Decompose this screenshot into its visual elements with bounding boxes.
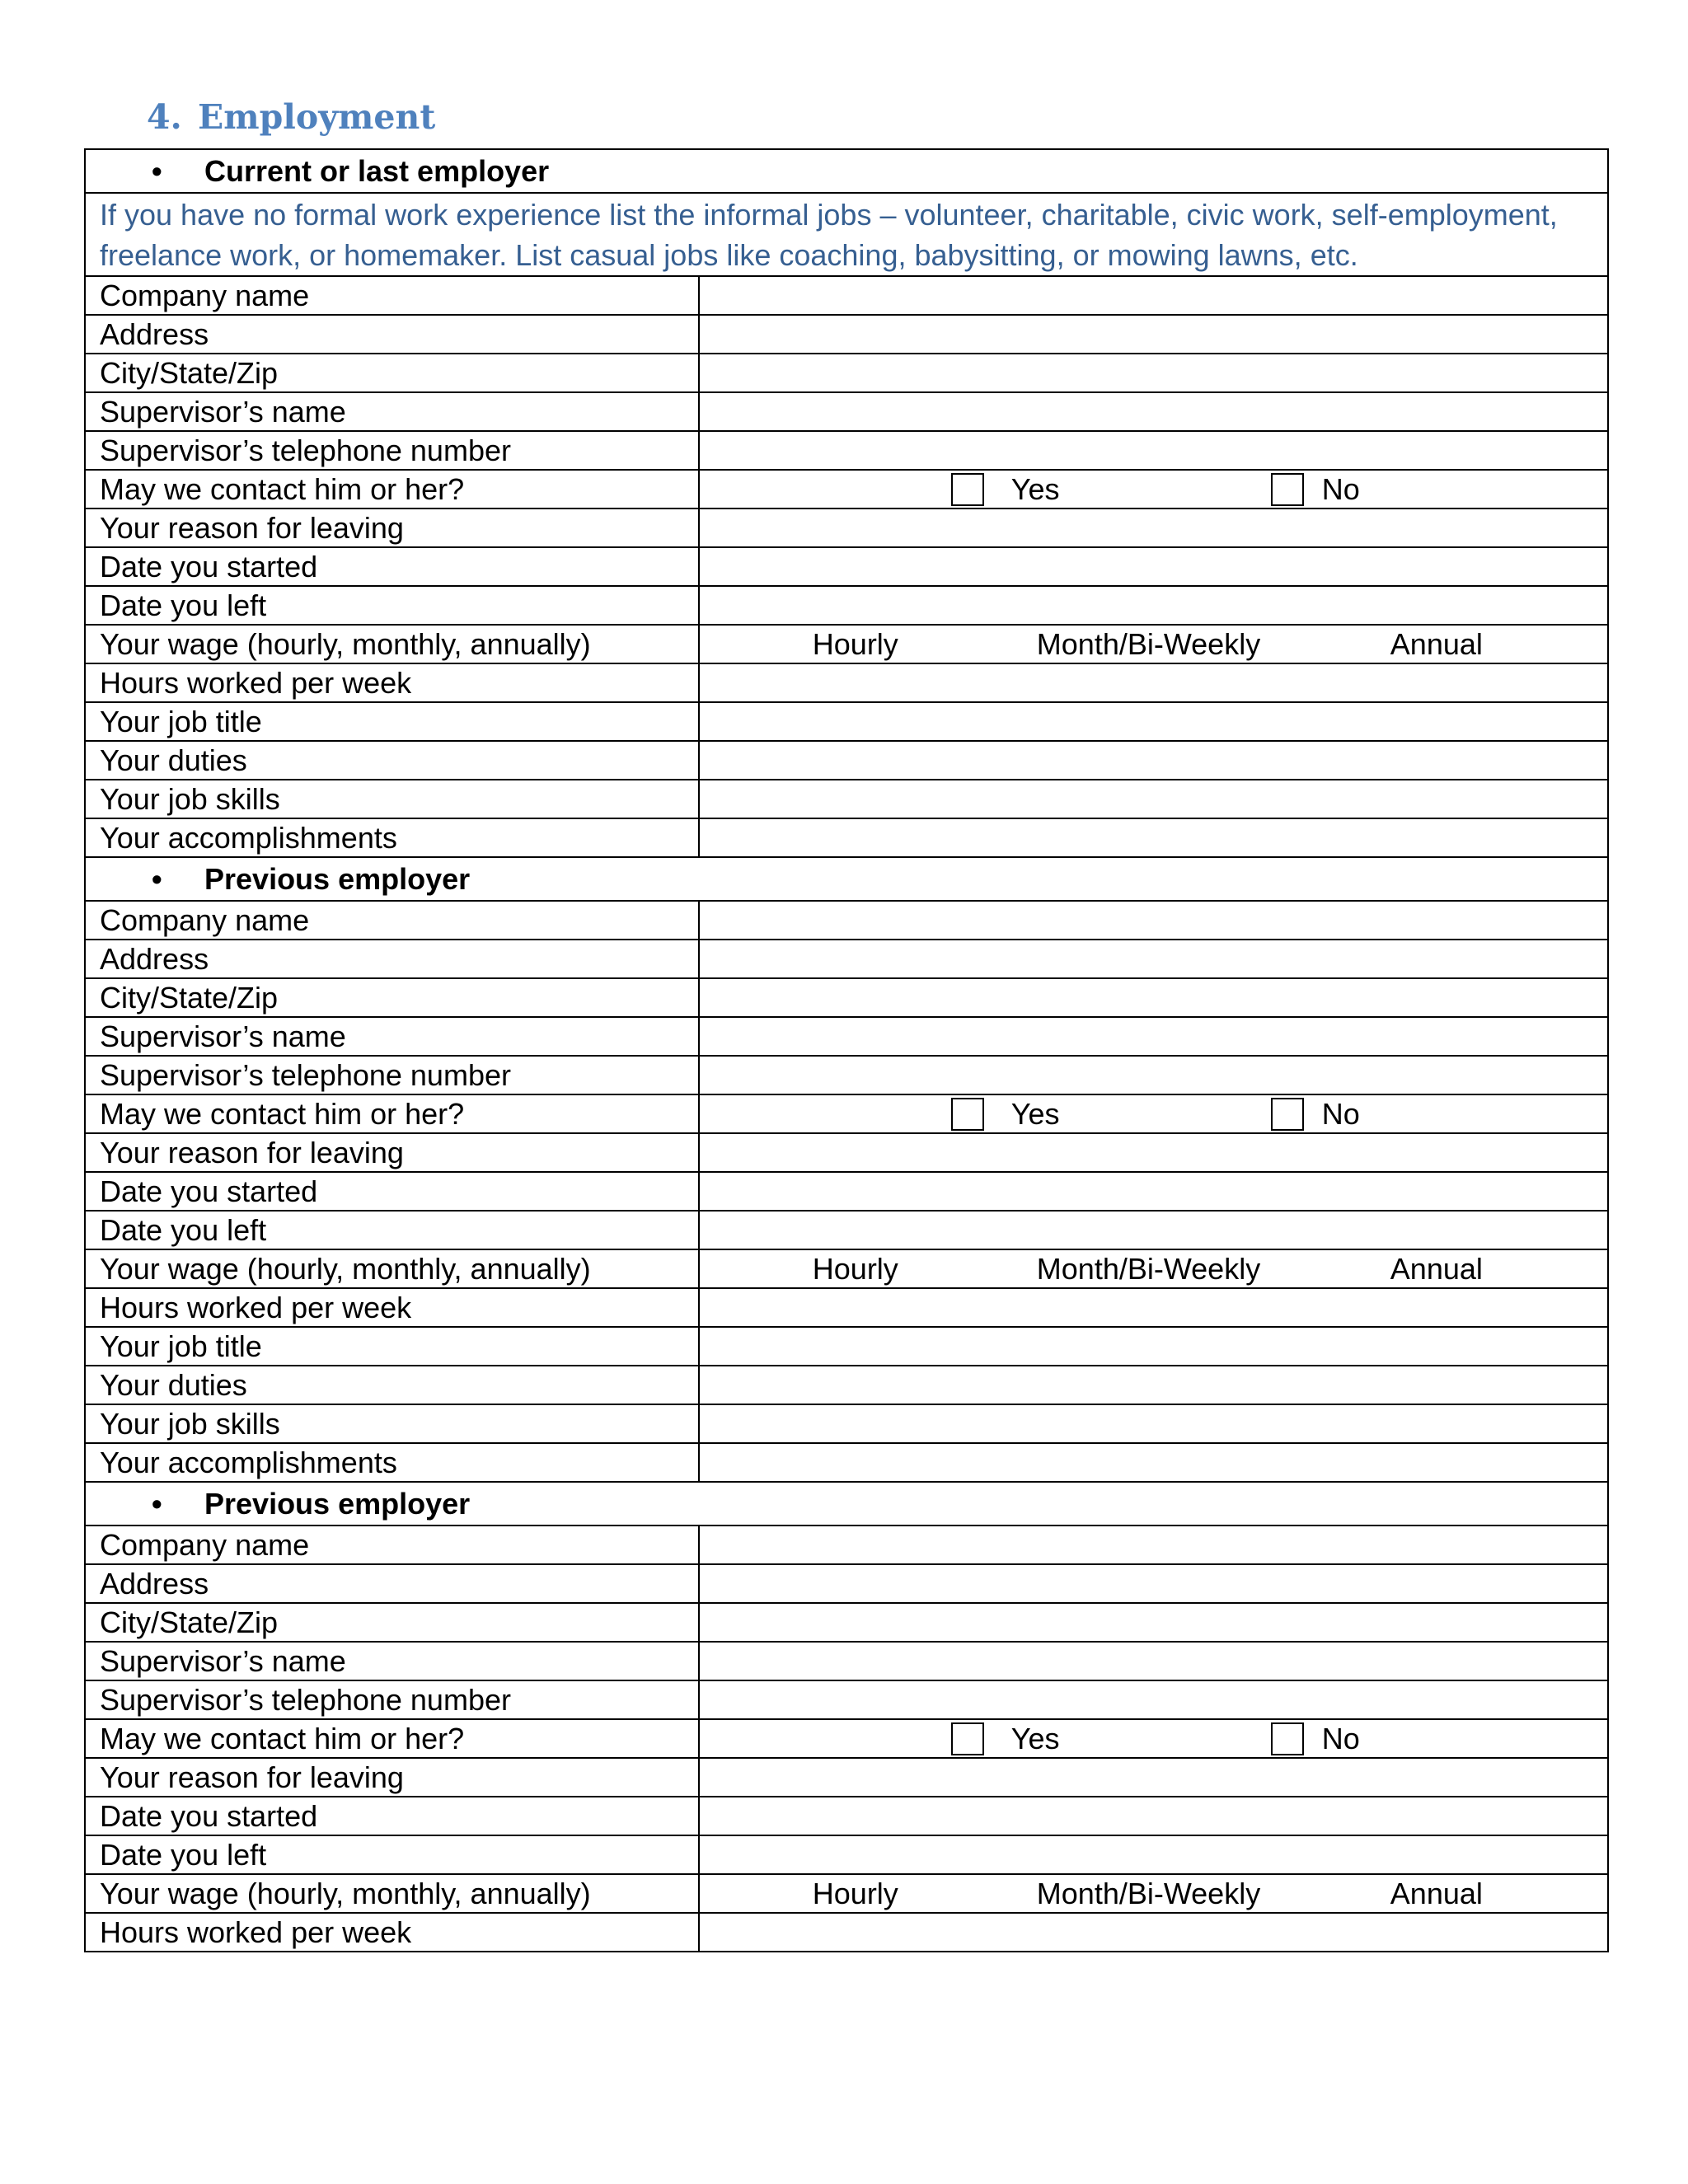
field-label-reason: Your reason for leaving	[85, 509, 699, 547]
field-label-left: Date you left	[85, 1835, 699, 1874]
form-row-contact	[85, 470, 1608, 509]
no-option-label: No	[1321, 1721, 1360, 1755]
form-row-company	[85, 276, 1608, 315]
form-row-accomplishments	[85, 1443, 1608, 1482]
form-row-company	[85, 901, 1608, 940]
field-label-company: Company name	[85, 1526, 699, 1564]
field-label-skills: Your job skills	[85, 780, 699, 818]
wage-annual-option[interactable]: Annual	[1390, 626, 1483, 661]
yes-checkbox[interactable]	[951, 1722, 984, 1755]
field-value-wage[interactable]	[699, 1249, 1608, 1288]
field-label-city: City/State/Zip	[85, 978, 699, 1017]
form-row-reason	[85, 509, 1608, 547]
field-value-supervisor[interactable]	[699, 392, 1608, 431]
form-row-reason	[85, 1133, 1608, 1172]
field-label-reason: Your reason for leaving	[85, 1758, 699, 1797]
field-label-accomplishments: Your accomplishments	[85, 1443, 699, 1482]
field-value-address[interactable]	[699, 1564, 1608, 1603]
wage-hourly-option[interactable]: Hourly	[812, 1251, 898, 1286]
field-label-supervisor: Supervisor’s name	[85, 1642, 699, 1680]
field-value-wage[interactable]	[699, 1874, 1608, 1913]
field-value-phone[interactable]	[699, 1056, 1608, 1094]
field-label-title: Your job title	[85, 702, 699, 741]
form-row-left	[85, 1835, 1608, 1874]
yes-option-label: Yes	[1010, 1096, 1060, 1131]
field-value-started[interactable]	[699, 1172, 1608, 1211]
field-value-company[interactable]	[699, 276, 1608, 315]
section-title: Current or last employer	[204, 153, 550, 188]
form-row-hours	[85, 1288, 1608, 1327]
field-value-company[interactable]	[699, 901, 1608, 940]
field-value-accomplishments[interactable]	[699, 1443, 1608, 1482]
field-label-accomplishments: Your accomplishments	[85, 818, 699, 857]
field-label-skills: Your job skills	[85, 1404, 699, 1443]
no-option-label: No	[1321, 1096, 1360, 1131]
field-value-hours[interactable]	[699, 1913, 1608, 1952]
form-row-skills	[85, 780, 1608, 818]
field-value-hours[interactable]	[699, 1288, 1608, 1327]
field-label-address: Address	[85, 315, 699, 354]
wage-monthly-option[interactable]: Month/Bi-Weekly	[1036, 1876, 1261, 1910]
section-title: Previous employer	[204, 1486, 471, 1521]
field-label-wage: Your wage (hourly, monthly, annually)	[85, 625, 699, 663]
field-label-duties: Your duties	[85, 1366, 699, 1404]
field-value-contact[interactable]	[699, 1094, 1608, 1133]
form-row-started	[85, 1797, 1608, 1835]
employer-section-header	[85, 857, 1608, 901]
form-row-started	[85, 1172, 1608, 1211]
field-label-contact: May we contact him or her?	[85, 470, 699, 509]
wage-annual-option[interactable]: Annual	[1390, 1876, 1483, 1910]
form-row-supervisor	[85, 392, 1608, 431]
field-value-contact[interactable]	[699, 470, 1608, 509]
field-label-title: Your job title	[85, 1327, 699, 1366]
field-value-left[interactable]	[699, 1835, 1608, 1874]
heading-number: 4.	[147, 97, 182, 137]
field-label-supervisor: Supervisor’s name	[85, 1017, 699, 1056]
form-row-hours	[85, 663, 1608, 702]
field-label-duties: Your duties	[85, 741, 699, 780]
field-label-phone: Supervisor’s telephone number	[85, 1680, 699, 1719]
field-label-address: Address	[85, 940, 699, 978]
field-value-city[interactable]	[699, 1603, 1608, 1642]
field-label-city: City/State/Zip	[85, 354, 699, 392]
form-row-address	[85, 315, 1608, 354]
section-heading	[147, 97, 435, 137]
employer-section-header	[85, 149, 1608, 193]
form-row-city	[85, 1603, 1608, 1642]
form-row-city	[85, 354, 1608, 392]
form-row-duties	[85, 1366, 1608, 1404]
field-label-hours: Hours worked per week	[85, 1913, 699, 1952]
form-row-accomplishments	[85, 818, 1608, 857]
field-label-phone: Supervisor’s telephone number	[85, 431, 699, 470]
field-value-reason[interactable]	[699, 1758, 1608, 1797]
field-label-started: Date you started	[85, 547, 699, 586]
instruction-text: If you have no formal work experience list the informal jobs – volunteer, charitable, civic work, self-employment, freelance work, or homemaker. List casual jobs like coaching, babysitting, or mowing lawns, etc.	[85, 193, 1608, 276]
form-row-phone	[85, 1680, 1608, 1719]
employer-section-header	[85, 1482, 1608, 1526]
field-label-reason: Your reason for leaving	[85, 1133, 699, 1172]
field-label-city: City/State/Zip	[85, 1603, 699, 1642]
bullet-icon: •	[152, 861, 162, 896]
field-label-hours: Hours worked per week	[85, 1288, 699, 1327]
field-label-company: Company name	[85, 276, 699, 315]
field-value-title[interactable]	[699, 702, 1608, 741]
form-row-started	[85, 547, 1608, 586]
form-row-duties	[85, 741, 1608, 780]
field-label-started: Date you started	[85, 1797, 699, 1835]
instruction-note	[85, 193, 1608, 276]
form-row-skills	[85, 1404, 1608, 1443]
form-row-wage	[85, 625, 1608, 663]
employment-form	[84, 148, 1609, 1952]
field-label-supervisor: Supervisor’s name	[85, 392, 699, 431]
form-row-address	[85, 1564, 1608, 1603]
field-value-address[interactable]	[699, 940, 1608, 978]
form-row-title	[85, 1327, 1608, 1366]
field-label-contact: May we contact him or her?	[85, 1719, 699, 1758]
field-value-supervisor[interactable]	[699, 1017, 1608, 1056]
wage-monthly-option[interactable]: Month/Bi-Weekly	[1036, 626, 1261, 661]
form-row-address	[85, 940, 1608, 978]
yes-checkbox[interactable]	[951, 473, 984, 506]
form-row-phone	[85, 431, 1608, 470]
form-row-phone	[85, 1056, 1608, 1094]
form-row-company	[85, 1526, 1608, 1564]
field-label-left: Date you left	[85, 586, 699, 625]
field-value-supervisor[interactable]	[699, 1642, 1608, 1680]
field-value-city[interactable]	[699, 354, 1608, 392]
section-title: Previous employer	[204, 861, 471, 896]
field-value-contact[interactable]	[699, 1719, 1608, 1758]
bullet-icon: •	[152, 153, 162, 188]
field-value-skills[interactable]	[699, 780, 1608, 818]
form-row-title	[85, 702, 1608, 741]
field-label-left: Date you left	[85, 1211, 699, 1249]
field-value-duties[interactable]	[699, 741, 1608, 780]
field-label-address: Address	[85, 1564, 699, 1603]
bullet-icon: •	[152, 1486, 162, 1521]
wage-hourly-option[interactable]: Hourly	[812, 1876, 898, 1910]
wage-hourly-option[interactable]: Hourly	[812, 626, 898, 661]
field-value-reason[interactable]	[699, 509, 1608, 547]
field-value-accomplishments[interactable]	[699, 818, 1608, 857]
field-value-started[interactable]	[699, 1797, 1608, 1835]
field-value-left[interactable]	[699, 586, 1608, 625]
no-checkbox[interactable]	[1271, 473, 1304, 506]
yes-option-label: Yes	[1010, 1721, 1060, 1755]
form-row-wage	[85, 1249, 1608, 1288]
field-label-phone: Supervisor’s telephone number	[85, 1056, 699, 1094]
wage-monthly-option[interactable]: Month/Bi-Weekly	[1036, 1251, 1261, 1286]
form-row-hours	[85, 1913, 1608, 1952]
no-checkbox[interactable]	[1271, 1098, 1304, 1131]
field-value-wage[interactable]	[699, 625, 1608, 663]
form-row-left	[85, 1211, 1608, 1249]
field-value-left[interactable]	[699, 1211, 1608, 1249]
field-value-started[interactable]	[699, 547, 1608, 586]
field-value-reason[interactable]	[699, 1133, 1608, 1172]
field-label-contact: May we contact him or her?	[85, 1094, 699, 1133]
form-row-reason	[85, 1758, 1608, 1797]
field-label-company: Company name	[85, 901, 699, 940]
yes-checkbox[interactable]	[951, 1098, 984, 1131]
field-value-address[interactable]	[699, 315, 1608, 354]
form-row-supervisor	[85, 1642, 1608, 1680]
no-checkbox[interactable]	[1271, 1722, 1304, 1755]
field-value-title[interactable]	[699, 1327, 1608, 1366]
field-value-phone[interactable]	[699, 431, 1608, 470]
field-value-hours[interactable]	[699, 663, 1608, 702]
field-label-wage: Your wage (hourly, monthly, annually)	[85, 1249, 699, 1288]
field-value-city[interactable]	[699, 978, 1608, 1017]
field-label-wage: Your wage (hourly, monthly, annually)	[85, 1874, 699, 1913]
heading-title: Employment	[198, 97, 436, 137]
field-value-duties[interactable]	[699, 1366, 1608, 1404]
form-row-contact	[85, 1719, 1608, 1758]
field-label-hours: Hours worked per week	[85, 663, 699, 702]
field-value-skills[interactable]	[699, 1404, 1608, 1443]
yes-option-label: Yes	[1010, 471, 1060, 506]
form-row-left	[85, 586, 1608, 625]
no-option-label: No	[1321, 471, 1360, 506]
form-row-supervisor	[85, 1017, 1608, 1056]
form-row-city	[85, 978, 1608, 1017]
field-value-company[interactable]	[699, 1526, 1608, 1564]
form-row-contact	[85, 1094, 1608, 1133]
form-row-wage	[85, 1874, 1608, 1913]
field-value-phone[interactable]	[699, 1680, 1608, 1719]
wage-annual-option[interactable]: Annual	[1390, 1251, 1483, 1286]
field-label-started: Date you started	[85, 1172, 699, 1211]
